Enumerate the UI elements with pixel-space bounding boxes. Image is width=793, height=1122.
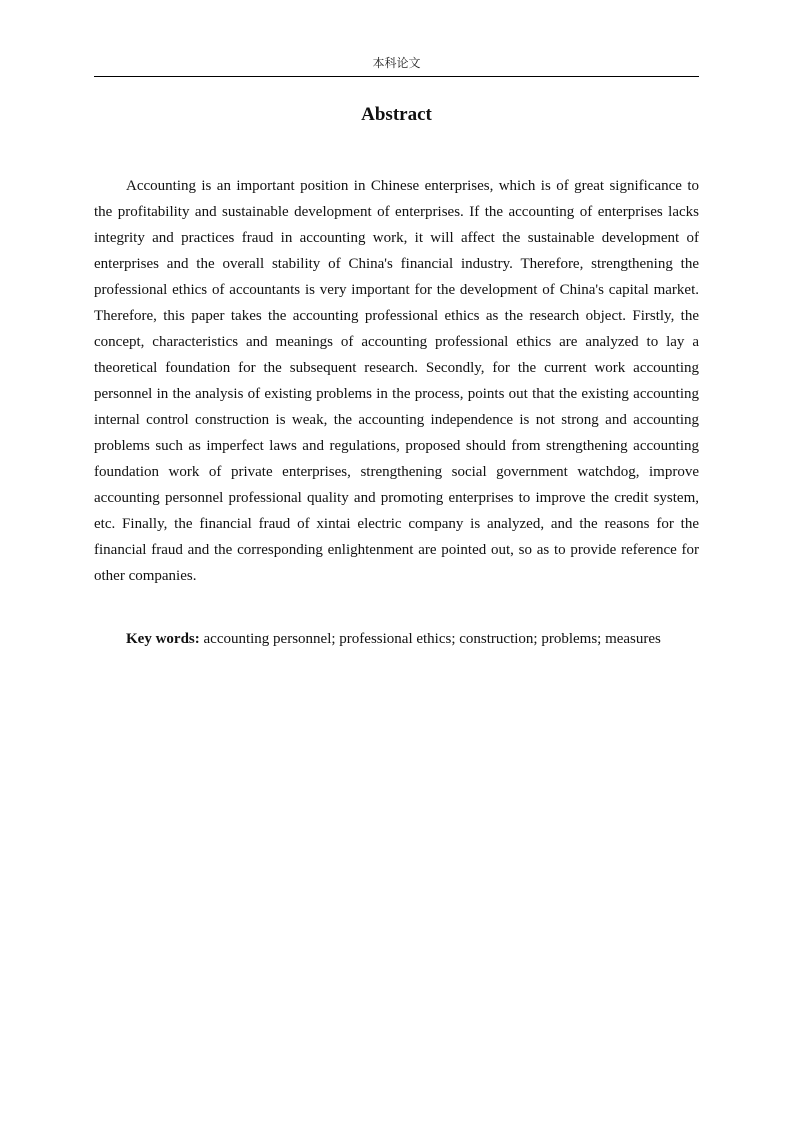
page-header: 本科论文 [372, 56, 421, 70]
abstract-paragraph: Accounting is an important position in Chinese enterprises, which is of great significance to the profitability and sustainable development of enterprises. If the accounting of enterprises lacks integrity and practices fraud in accounting work, it will affect the sustainable development of enterprises and the overall stability of China's financial industry. Therefore, strengthening the professional ethics of accountants is very important for the development of China's capital market. Therefore, this paper takes the accounting professional ethics as the research object. Firstly, the concept, characteristics and meanings of accounting professional ethics are analyzed to lay a theoretical foundation for the subsequent research. Secondly, for the current work accounting personnel in the analysis of existing problems in the process, points out that the existing accounting internal control construction is weak, the accounting independence is not strong and accounting problems such as imperfect laws and regulations, proposed should from strengthening accounting foundation work of private enterprises, strengthening social government watchdog, improve accounting personnel professional quality and promoting enterprises to improve the credit system, etc. Finally, the financial fraud of xintai electric company is analyzed, and the reasons for the financial fraud and the corresponding enlightenment are pointed out, so as to provide reference for other companies. [94, 178, 699, 584]
keywords-text: accounting personnel; professional ethics; construction; problems; measures [199, 631, 661, 647]
keywords-line [94, 626, 699, 652]
keywords-label: Key words: [126, 631, 200, 647]
header-rule [94, 76, 699, 77]
page-title: Abstract [361, 104, 432, 125]
